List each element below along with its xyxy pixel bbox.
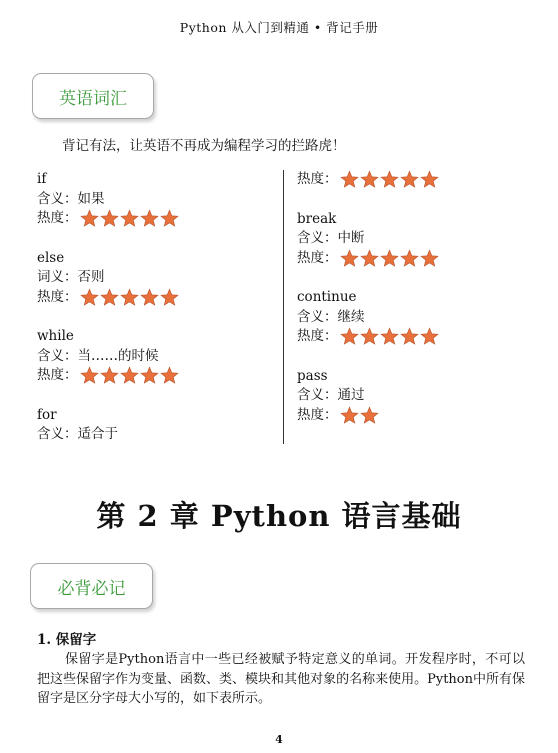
vocab-meaning: 含义：继续	[297, 308, 365, 325]
heat-stars	[340, 249, 439, 268]
star-icon	[80, 288, 99, 307]
vocab-meaning: 词义：否则	[37, 269, 105, 285]
star-icon	[340, 249, 359, 268]
star-icon	[360, 406, 379, 425]
star-icon	[420, 249, 439, 268]
vocab-word: if	[37, 171, 47, 187]
heat-label: 热度：	[297, 406, 338, 423]
star-icon	[400, 249, 419, 268]
heat-label: 热度：	[297, 249, 338, 266]
star-icon	[160, 288, 179, 307]
star-icon	[380, 249, 399, 268]
star-icon	[160, 209, 179, 228]
vocab-heat-row	[37, 288, 277, 308]
vocab-entry	[297, 210, 537, 269]
vocab-heat-row	[297, 327, 537, 347]
vocab-meaning: 含义：通过	[297, 387, 365, 403]
star-icon	[380, 170, 399, 189]
vocab-entry	[37, 170, 277, 229]
star-icon	[160, 366, 179, 385]
vocab-heat-row	[297, 249, 537, 269]
vocab-heat-row	[37, 366, 277, 386]
vocab-meaning: 含义：当……的时候	[37, 347, 159, 364]
body-paragraph	[37, 650, 525, 709]
star-icon	[380, 327, 399, 346]
star-icon	[80, 366, 99, 385]
vocab-section-tag-label: 英语词汇	[59, 88, 127, 109]
heat-stars	[80, 288, 179, 307]
heat-stars	[340, 170, 439, 189]
vocab-word: continue	[297, 289, 357, 305]
star-icon	[100, 366, 119, 385]
vocab-entry	[297, 288, 537, 347]
vocab-entry	[37, 327, 277, 386]
vocab-word: while	[37, 328, 74, 344]
star-icon	[360, 170, 379, 189]
heat-stars	[80, 209, 179, 228]
page-number: 4	[275, 733, 283, 746]
vocab-entry-continued	[297, 170, 537, 190]
vocab-word: else	[37, 249, 65, 266]
section-heading: 1. 保留字	[37, 632, 97, 648]
star-icon	[80, 209, 99, 228]
star-icon	[340, 170, 359, 189]
vocab-section-tag	[32, 73, 154, 119]
vocab-entry	[297, 367, 537, 426]
star-icon	[360, 327, 379, 346]
star-icon	[120, 209, 139, 228]
running-header: Python 从入门到精通 • 背记手册	[179, 20, 379, 35]
vocab-meaning: 含义：如果	[37, 190, 105, 207]
chapter-title: 第 2 章 Python 语言基础	[96, 499, 462, 533]
vocab-word: pass	[297, 367, 328, 384]
star-icon	[100, 288, 119, 307]
heat-stars	[340, 327, 439, 346]
star-icon	[400, 327, 419, 346]
column-divider	[283, 170, 284, 444]
vocab-meaning: 含义：适合于	[37, 426, 118, 442]
star-icon	[340, 406, 359, 425]
heat-stars	[80, 366, 179, 385]
vocab-heat-row	[297, 406, 537, 426]
star-icon	[140, 288, 159, 307]
vocab-word: for	[37, 406, 57, 423]
vocab-heat-row	[297, 170, 537, 190]
heat-stars	[340, 406, 379, 425]
vocab-heat-row	[37, 209, 277, 229]
heat-label: 热度：	[37, 367, 78, 383]
star-icon	[120, 366, 139, 385]
star-icon	[120, 288, 139, 307]
vocab-meaning: 含义：中断	[297, 230, 365, 246]
vocab-intro-text: 背记有法，让英语不再成为编程学习的拦路虎！	[62, 138, 346, 154]
star-icon	[100, 209, 119, 228]
must-remember-section-tag-label: 必背必记	[57, 578, 126, 599]
vocab-word: break	[297, 210, 337, 227]
star-icon	[420, 327, 439, 346]
vocab-right-column	[297, 170, 537, 445]
vocab-entry	[37, 406, 277, 445]
star-icon	[360, 249, 379, 268]
star-icon	[420, 170, 439, 189]
star-icon	[140, 366, 159, 385]
vocab-entry	[37, 249, 277, 308]
star-icon	[140, 209, 159, 228]
heat-label: 热度：	[297, 171, 338, 187]
heat-label: 热度：	[37, 210, 78, 226]
body-paragraph-text: 保留字是Python语言中一些已经被赋予特定意义的单词。开发程序时，不可以把这些保留字作为变量、函数、类、模块和其他对象的名称来使用。Python中所有保留字是区分字母大小写的，如下表所示。	[37, 652, 525, 706]
star-icon	[340, 327, 359, 346]
star-icon	[400, 170, 419, 189]
must-remember-section-tag	[30, 563, 153, 609]
vocab-left-column	[37, 170, 277, 465]
heat-label: 热度：	[37, 288, 78, 305]
heat-label: 热度：	[297, 328, 338, 344]
